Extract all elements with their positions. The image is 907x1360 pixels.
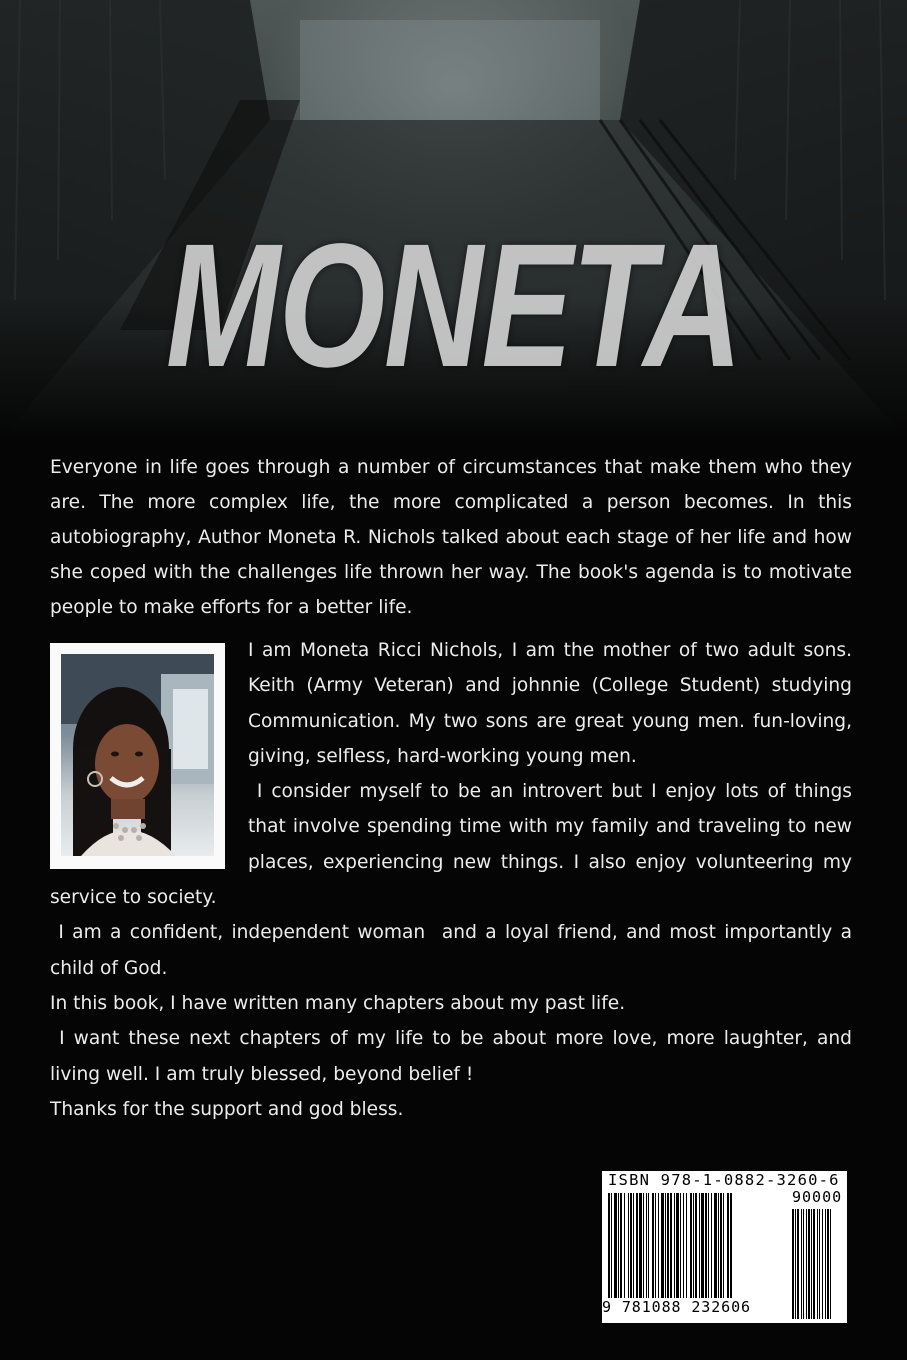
bio-paragraph: I consider myself to be an introvert but I enjoy lots of things that involve spending time with my family and traveling to new places, experiencing new things. I also enjoy volunteering my service to society. bbox=[50, 781, 852, 909]
back-cover-blurb: Everyone in life goes through a number of circumstances that make them who they are. The more complex life, the more complicated a person becomes. In this autobiography, Author Moneta R. Nichols talked about each stage of her life and how she coped with the challenges life thrown her way. The book's agenda is to motivate people to make efforts for a better life. bbox=[50, 457, 852, 618]
author-bio bbox=[50, 633, 852, 1127]
bio-paragraph: I am Moneta Ricci Nichols, I am the mother of two adult sons. Keith (Army Veteran) and johnnie (College Student) studying Communication. My two sons are great young men. fun-loving, giving, selfless, hard-working young men. bbox=[248, 640, 852, 767]
bio-paragraph: In this book, I have written many chapters about my past life. bbox=[50, 992, 626, 1014]
ean-number: 9 781088 232606 bbox=[602, 1298, 751, 1316]
bio-paragraph: I want these next chapters of my life to be about more love, more laughter, and living well. I am truly blessed, beyond belief ! bbox=[50, 1028, 852, 1085]
cover-title: MONETA bbox=[165, 208, 742, 404]
isbn-number: ISBN 978-1-0882-3260-6 bbox=[608, 1171, 840, 1189]
price-code: 90000 bbox=[792, 1188, 843, 1206]
bio-paragraph: I am a confident, independent woman and a loyal friend, and most importantly a child of God. bbox=[50, 922, 852, 979]
isbn-barcode bbox=[602, 1171, 847, 1323]
cover-hero-image bbox=[0, 0, 907, 440]
bio-paragraph: Thanks for the support and god bless. bbox=[50, 1098, 404, 1120]
